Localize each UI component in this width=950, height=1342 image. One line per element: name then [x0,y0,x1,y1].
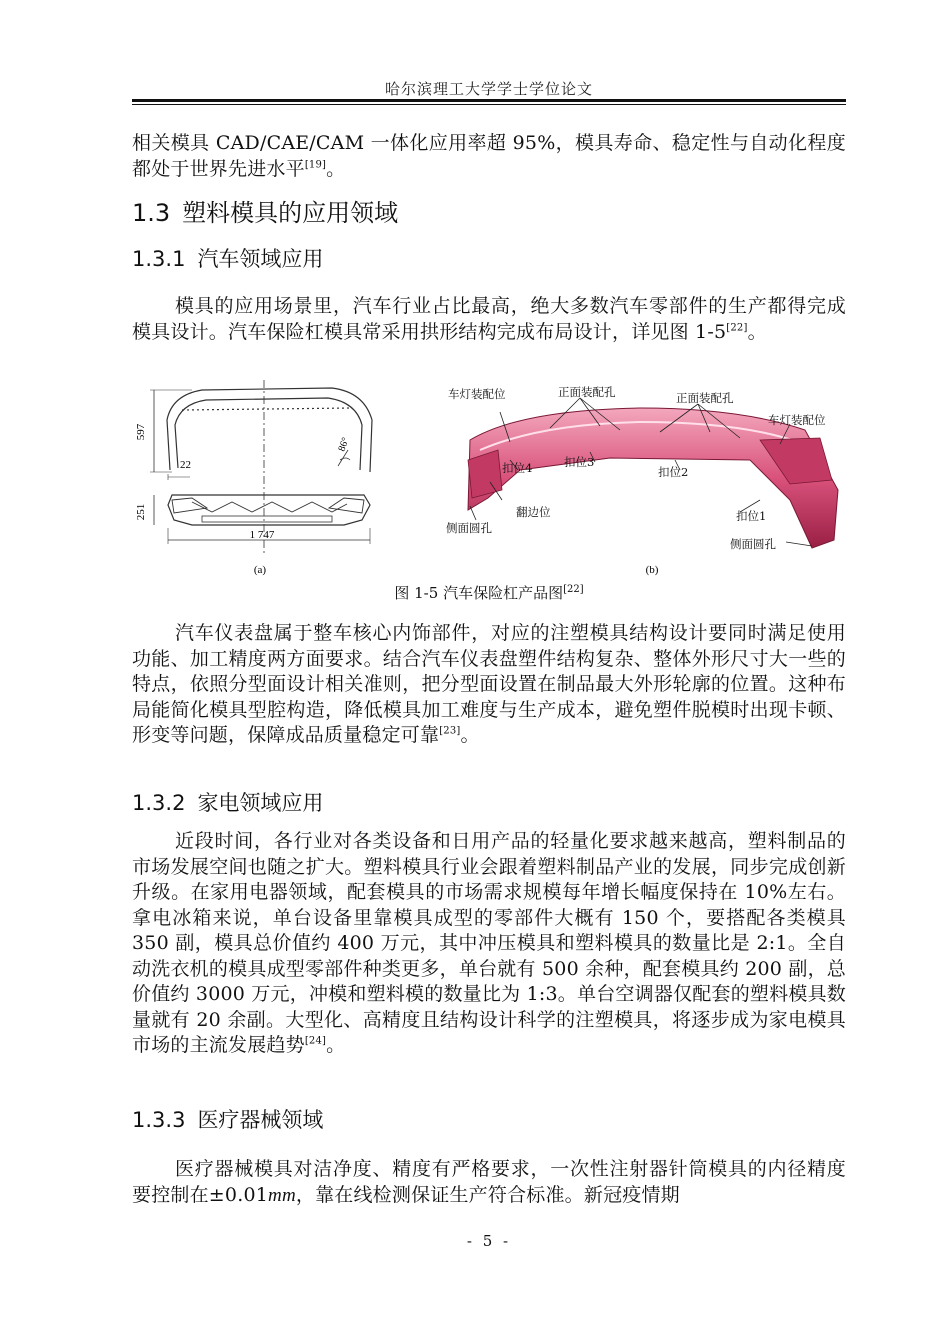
callout-flange: 翻边位 [516,505,551,519]
section-heading-1-3-2: 1.3.2 家电领域应用 [132,791,324,815]
callout-clip-3: 扣位3 [564,455,595,469]
header-rule-thick [132,99,846,102]
header-rule-thin [132,104,846,105]
paragraph-automotive-2: 汽车仪表盘属于整车核心内饰部件，对应的注塑模具结构设计要同时满足使用功能、加工精度两方面要求。结合汽车仪表盘塑件结构复杂、整体外形尺寸大一些的特点，依照分型面设计相关准则，把分型面设置在制品最大外形轮廓的位置。这种布局能简化模具型腔构造，降低模具加工难度与生产成本，避免塑件脱模时出现卡顿、形变等问题，保障成品质量稳定可靠[23]。 [132,622,846,746]
callout-clip-2: 扣位2 [658,465,689,479]
citation: [19] [304,159,327,171]
citation: [22] [563,584,584,595]
dimension-lower-label: 251 [135,503,147,521]
bumper-body [468,408,838,548]
dimension-angle-label: 86° [336,436,352,454]
figure-caption: 图 1-5 汽车保险杠产品图[22] [394,584,584,602]
section-heading-1-3-3: 1.3.3 医疗器械领域 [132,1108,324,1132]
figure-bumper-render-b [440,380,846,578]
callout-lamp-mount-left: 车灯装配位 [448,387,506,401]
panel-b-label: (b) [645,564,659,576]
callout-front-hole-1: 正面装配孔 [558,385,616,399]
dimension-width-label: 1 747 [249,529,275,541]
callout-side-hole-left: 侧面圆孔 [446,521,492,535]
paragraph-automotive-1: 模具的应用场景里，汽车行业占比最高，绝大多数汽车零部件的生产都得完成模具设计。汽车保险杠模具常采用拱形结构完成布局设计，详见图 1-5[22]。 [132,295,846,343]
paragraph-medical: 医疗器械模具对洁净度、精度有严格要求，一次性注射器针筒模具的内径精度要控制在±0.01mm，靠在线检测保证生产符合标准。新冠疫情期 [132,1158,846,1206]
intro-paragraph: 相关模具 CAD/CAE/CAM 一体化应用率超 95%，模具寿命、稳定性与自动化程度都处于世界先进水平[19]。 [132,132,846,180]
citation: [24] [304,1035,327,1047]
running-header: 哈尔滨理工大学学士学位论文 [384,80,593,98]
citation: [22] [726,322,748,334]
unit-mm: mm [268,1184,296,1206]
callout-clip-4: 扣位4 [502,461,533,475]
figure-bumper-drawing-a [132,380,382,578]
dimension-offset-label: 22 [180,459,191,471]
section-heading-1-3-1: 1.3.1 汽车领域应用 [132,247,324,271]
panel-a-label: (a) [253,564,267,576]
paragraph-appliance: 近段时间，各行业对各类设备和日用产品的轻量化要求越来越高，塑料制品的市场发展空间也随之扩大。塑料模具行业会跟着塑料制品产业的发展，同步完成创新升级。在家用电器领域，配套模具的市场需求规模每年增长幅度保持在 10%左右。拿电冰箱来说，单台设备里靠模具成型的零部件大概有 150 个，要搭配各类模具 350 副，模具总价值约 400 万元，其中冲压模具和塑料模具的数量比是 2:1。全自动洗衣机的模具成型零部件种类更多，单台就有 500 余种，配套模具约 200 副，总价值约 3000 万元，冲模和塑料模的数量比为 1:3。单台空调器仅配套的塑料模具数量就有 20 余副。大型化、高精度且结构设计科学的注塑模具，将逐步成为家电模具市场的主流发展趋势[24]。 [132,830,846,1056]
page-number: - 5 - [466,1232,512,1250]
dimension-height-label: 597 [135,423,147,441]
citation: [23] [439,725,461,737]
section-heading-1-3: 1.3 塑料模具的应用领域 [132,199,399,227]
callout-side-hole-right: 侧面圆孔 [730,537,776,551]
callout-clip-1: 扣位1 [736,509,767,523]
callout-lamp-mount-right: 车灯装配位 [768,413,826,427]
callout-front-hole-2: 正面装配孔 [676,391,734,405]
